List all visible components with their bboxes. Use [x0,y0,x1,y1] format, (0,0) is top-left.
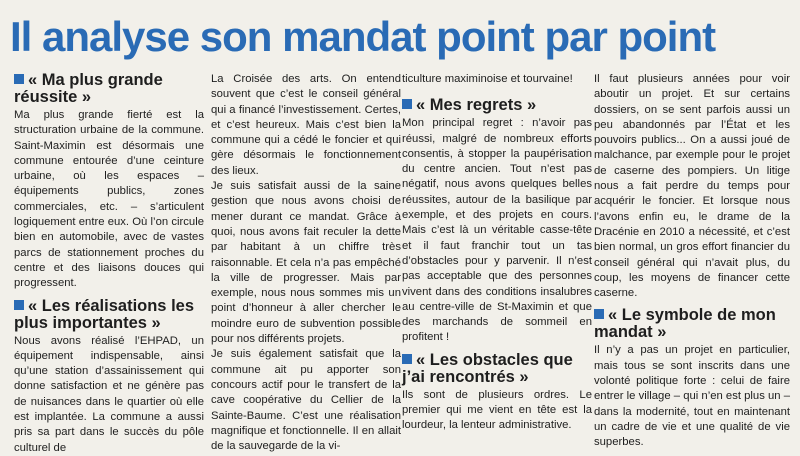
section-heading-text: « Mes regrets » [416,96,537,115]
section-heading-text: « Ma plus grande réussite » [14,71,163,106]
bullet-square-icon [14,74,24,84]
section-heading [402,352,592,386]
column-3 [402,72,592,434]
section-heading-text: « Les obstacles que j’ai rencontrés » [402,350,573,386]
section-heading [14,298,204,332]
column-1 [14,72,204,456]
paragraph: Il faut plusieurs années pour voir aboutir un projet. Et sur certains dossiers, on se sent parfois aussi un peu abandonnés par l’État et les pouvoirs publics... On a aussi joué de malchance, par exemple pour le projet de caserne des pompiers. Un litige nous a fait perdre du temps pour acquérir le foncier. Et lorsque nous l’avons enfin eu, le drame de la Dracénie en 2010 a nécessité, et c’est bien normal, un gros effort financier du conseil général qui n’avait plus, du coup, les moyens de financer cette caserne. [594,73,790,300]
headline: Il analyse son mandat point par point [10,13,716,60]
paragraph: ticulture maximinoise et tourvaine! [402,73,573,85]
paragraph: La Croisée des arts. On entend souvent que c’est le conseil général qui a financé l’investissement. Certes, et c’est heureux. Mais c’est bien la commune qui a cédé le foncier et qui gère désormais le fonctionnement des lieux. [211,73,401,177]
bullet-square-icon [14,300,24,310]
section-heading [14,72,204,106]
paragraph: Ils sont de plusieurs ordres. Le premier qui me vient en tête est la lourdeur, la lenteur administrative. [402,388,592,432]
section-heading [594,307,790,341]
paragraph: Ma plus grande fierté est la structuration urbaine de la commune. Saint-Maximin est désormais une commune entourée d’une ceinture urbaine, où les espaces – équipements publics, zones commerciales, etc. – s’articulent logiquement entre eux. Où l’on circule bien en automobile, avec de vastes parcs de stationnement proches du centre et des liaisons douces qui progressent. [14,109,204,290]
paragraph: Il n’y a pas un projet en particulier, mais tous se sont inscrits dans une volonté politique forte : celui de faire entrer le village – qui n’en est plus un – dans la modernité, tout en maintenant un cadre de vie et une qualité de vie superbes. [594,344,790,449]
paragraph: Je suis également satisfait que la commune ait pu apporter son concours actif pour le transfert de la cave coopérative du Cellier de la Sainte-Baume. C’est une réalisation magnifique et fonctionnelle. Il en allait de la sauvegarde de la vi- [211,348,401,453]
bullet-square-icon [402,99,412,109]
paragraph: Je suis satisfait aussi de la saine gestion que nous avons choisi de mener durant ce mandat. Grâce à quoi, nous avons fait reculer la dette par habitant à un chiffre très raisonnable. Et cela n’a pas empêché la ville de progresser. Mais par exemple, nous nous sommes mis un point d’honneur à aller chercher le moindre euro de subvention possible pour nos différents projets. [211,180,401,346]
column-4 [594,72,790,451]
section-heading-text: « Les réalisations les plus importantes » [14,296,195,332]
bullet-square-icon [402,354,412,364]
bullet-square-icon [594,309,604,319]
paragraph: Nous avons réalisé l’EHPAD, un équipement indispensable, ainsi qu’une station d’assainissement qui donne satisfaction et ne génère pas de nuisances dans le quartier où elle est implantée. La commune a aussi pris sa part dans le succès du pôle culturel de [14,334,204,454]
column-2 [211,72,401,454]
section-heading-text: « Le symbole de mon mandat » [594,306,776,342]
section-heading [402,97,592,114]
paragraph: Mon principal regret : n’avoir pas réussi, malgré de nombreux efforts consentis, à stopper la paupérisation du centre ancien. Tout n’est pas négatif, nous avons quelques belles réussites, autour de la basilique par exemple, et des projets en cours. Mais c’est là un véritable casse-tête et il faut franchir tout un tas d’obstacles pour y parvenir. Il n’est pas acceptable que des personnes vivent dans des conditions insalubres au centre-ville de St-Maximin et que des marchands de sommeil en profitent ! [402,117,592,344]
